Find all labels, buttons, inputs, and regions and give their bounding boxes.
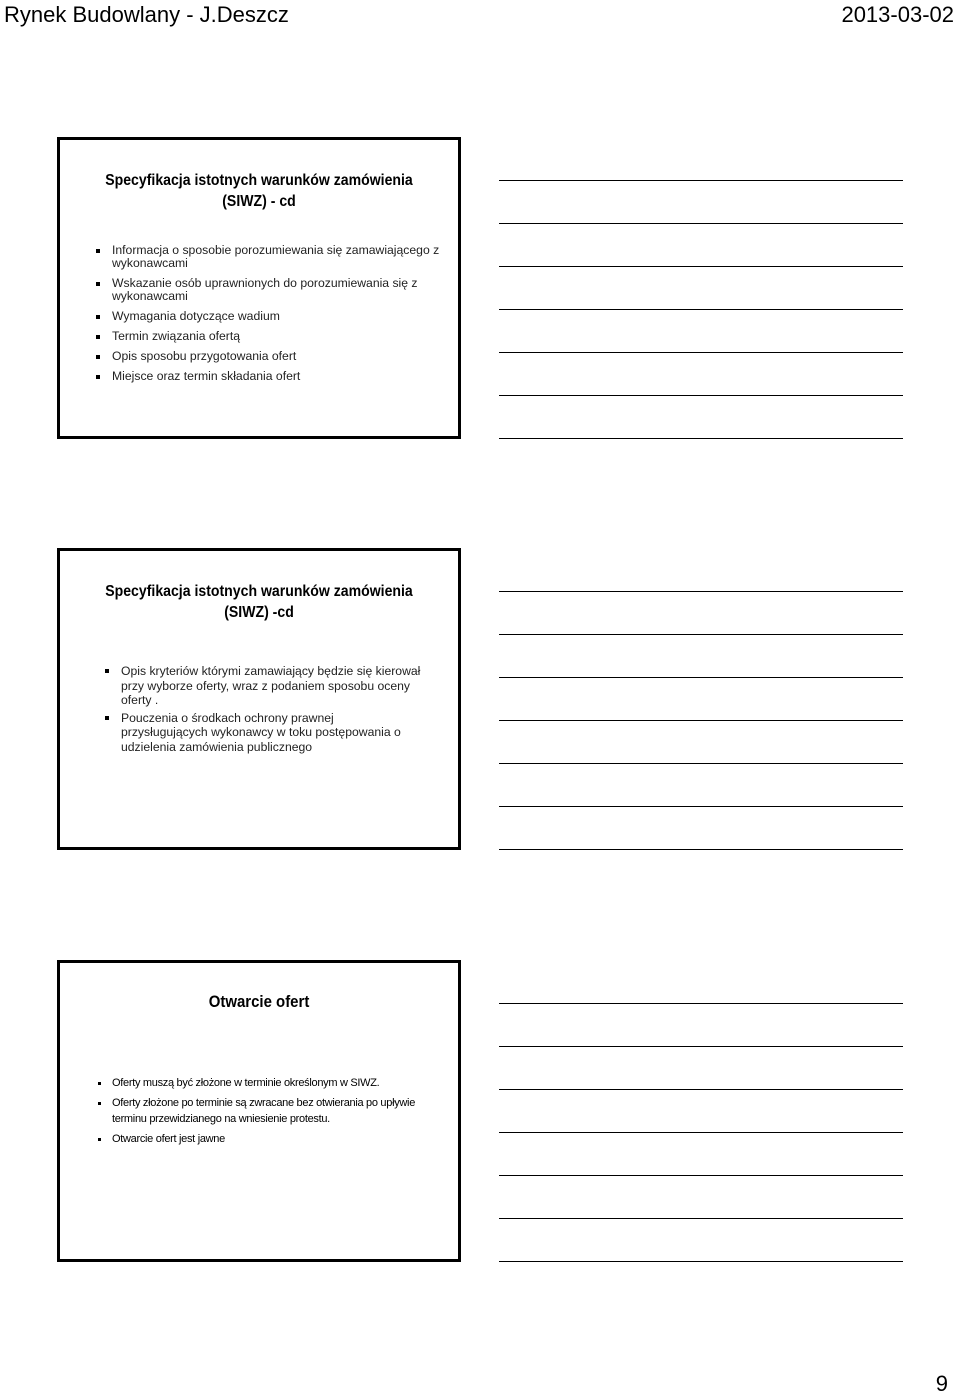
list-item: Oferty muszą być złożone w terminie określonym w SIWZ.: [112, 1075, 442, 1091]
note-line: [499, 1261, 903, 1262]
list-item: Opis sposobu przygotowania ofert: [112, 350, 442, 363]
list-item: Wymagania dotyczące wadium: [112, 310, 442, 323]
square-bullet-icon: [96, 355, 100, 359]
note-line: [499, 395, 903, 396]
note-line: [499, 1003, 903, 1004]
list-item: Oferty złożone po terminie są zwracane bez otwierania po upływie terminu przewidzianego na wniesienie protestu.: [112, 1095, 442, 1127]
note-line: [499, 309, 903, 310]
square-bullet-icon: [96, 249, 100, 253]
list-item: Opis kryteriów którymi zamawiający będzie się kierował przy wyborze oferty, wraz z podaniem sposobu oceny oferty .: [121, 664, 421, 708]
note-line: [499, 849, 903, 850]
header-date: 2013-03-02: [841, 2, 954, 27]
slide-2: [57, 548, 461, 850]
slide-2-bullet-list: [121, 664, 421, 757]
note-line: [499, 180, 903, 181]
slide-1-title-line-2: (SIWZ) - cd: [222, 193, 296, 210]
page-number: 9: [935, 1371, 948, 1396]
note-line: [499, 720, 903, 721]
slide-3-title: [84, 991, 434, 1012]
list-item: Wskazanie osób uprawnionych do porozumiewania się z wykonawcami: [112, 277, 442, 303]
note-line: [499, 438, 903, 439]
square-bullet-icon: [96, 335, 100, 339]
slide-1-title: [84, 170, 434, 212]
list-item: Pouczenia o środkach ochrony prawnej przysługujących wykonawcy w toku postępowania o udzielenia zamówienia publicznego: [121, 711, 421, 755]
note-line: [499, 352, 903, 353]
slide-2-title-line-2: (SIWZ) -cd: [224, 604, 294, 621]
list-item: Informacja o sposobie porozumiewania się zamawiającego z wykonawcami: [112, 244, 442, 270]
list-item: Termin związania ofertą: [112, 330, 442, 343]
note-line: [499, 266, 903, 267]
note-line: [499, 763, 903, 764]
note-line: [499, 1046, 903, 1047]
note-line: [499, 806, 903, 807]
note-line: [499, 677, 903, 678]
square-bullet-icon: [96, 315, 100, 319]
square-bullet-icon: [98, 1138, 101, 1141]
square-bullet-icon: [105, 669, 109, 673]
square-bullet-icon: [98, 1082, 101, 1085]
square-bullet-icon: [96, 375, 100, 379]
square-bullet-icon: [96, 282, 100, 286]
note-line: [499, 634, 903, 635]
note-line: [499, 1218, 903, 1219]
note-line: [499, 591, 903, 592]
slide-1-bullet-list: [112, 244, 442, 390]
header-title: Rynek Budowlany - J.Deszcz: [4, 2, 289, 27]
slide-2-title: [84, 581, 434, 623]
square-bullet-icon: [105, 716, 109, 720]
slide-3: [57, 960, 461, 1262]
note-line: [499, 1132, 903, 1133]
note-line: [499, 223, 903, 224]
list-item: Miejsce oraz termin składania ofert: [112, 370, 442, 383]
slide-2-title-line-1: Specyfikacja istotnych warunków zamówienia: [105, 583, 413, 600]
note-line: [499, 1089, 903, 1090]
note-line: [499, 1175, 903, 1176]
square-bullet-icon: [98, 1102, 101, 1105]
slide-1-title-line-1: Specyfikacja istotnych warunków zamówienia: [105, 172, 413, 189]
slide-1: [57, 137, 461, 439]
list-item: Otwarcie ofert jest jawne: [112, 1131, 442, 1147]
slide-3-title-line-1: Otwarcie ofert: [208, 992, 310, 1011]
slide-3-bullet-list: [112, 1075, 442, 1151]
